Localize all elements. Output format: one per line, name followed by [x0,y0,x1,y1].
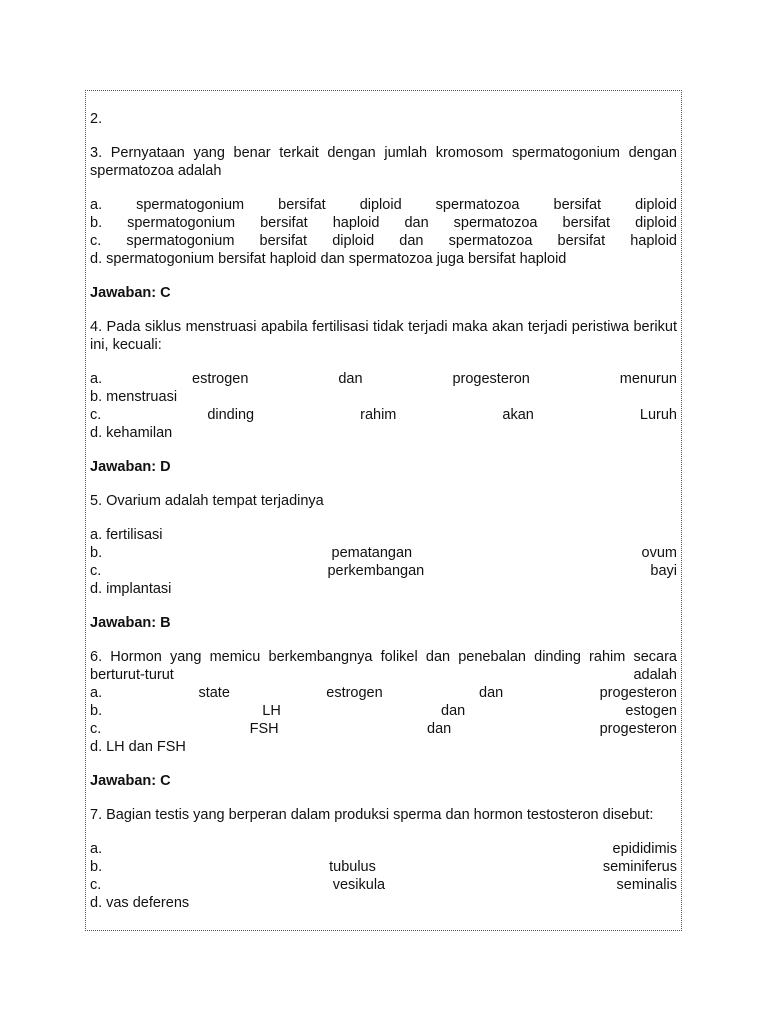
question-5-option-d: d. implantasi [90,581,172,597]
question-5-option-c: c. perkembangan bayi [90,563,677,579]
question-3-options [90,196,677,268]
question-4-answer: Jawaban: D [90,459,171,475]
question-5-option-b: b. pematangan ovum [90,545,677,561]
question-6-option-a: a. state estrogen dan progesteron [90,685,677,701]
question-4-option-a: a. estrogen dan progesteron menurun [90,371,677,387]
document-body [90,110,677,928]
question-4-option-c: c. dinding rahim akan Luruh [90,407,677,423]
question-4-options [90,370,677,442]
question-6-answer: Jawaban: C [90,773,171,789]
question-4-option-d: d. kehamilan [90,425,173,441]
question-4-option-b: b. menstruasi [90,389,178,405]
question-5-options [90,526,677,598]
question-3-option-a: a. spermatogonium bersifat diploid spermatozoa bersifat diploid [90,197,677,213]
question-3-text: 3. Pernyataan yang benar terkait dengan jumlah kromosom spermatogonium dengan spermatozoa adalah [90,145,677,179]
question-5-text: 5. Ovarium adalah tempat terjadinya [90,493,324,509]
question-7-option-c: c. vesikula seminalis [90,877,677,893]
question-2-number: 2. [90,111,103,127]
question-6-option-c: c. FSH dan progesteron [90,721,677,737]
question-3-option-b: b. spermatogonium bersifat haploid dan spermatozoa bersifat diploid [90,215,677,231]
question-6-block [90,648,677,756]
question-7-option-d: d. vas deferens [90,895,190,911]
question-5-answer: Jawaban: B [90,615,171,631]
question-7-option-b: b. tubulus seminiferus [90,859,677,875]
question-6-option-b: b. LH dan estogen [90,703,677,719]
question-5-option-a: a. fertilisasi [90,527,163,543]
question-3-option-d: d. spermatogonium bersifat haploid dan spermatozoa juga bersifat haploid [90,251,567,267]
question-3-answer: Jawaban: C [90,285,171,301]
question-6-option-d: d. LH dan FSH [90,739,186,755]
question-3-option-c: c. spermatogonium bersifat diploid dan spermatozoa bersifat haploid [90,233,677,249]
question-6-text: 6. Hormon yang memicu berkembangnya folikel dan penebalan dinding rahim secara berturut-turut adalah [90,649,677,683]
question-7-text: 7. Bagian testis yang berperan dalam produksi sperma dan hormon testosteron disebut: [90,807,654,823]
question-7-options [90,840,677,912]
question-4-text: 4. Pada siklus menstruasi apabila fertilisasi tidak terjadi maka akan terjadi peristiwa berikut ini, kecuali: [90,319,677,353]
question-7-option-a: a. epididimis [90,841,677,857]
